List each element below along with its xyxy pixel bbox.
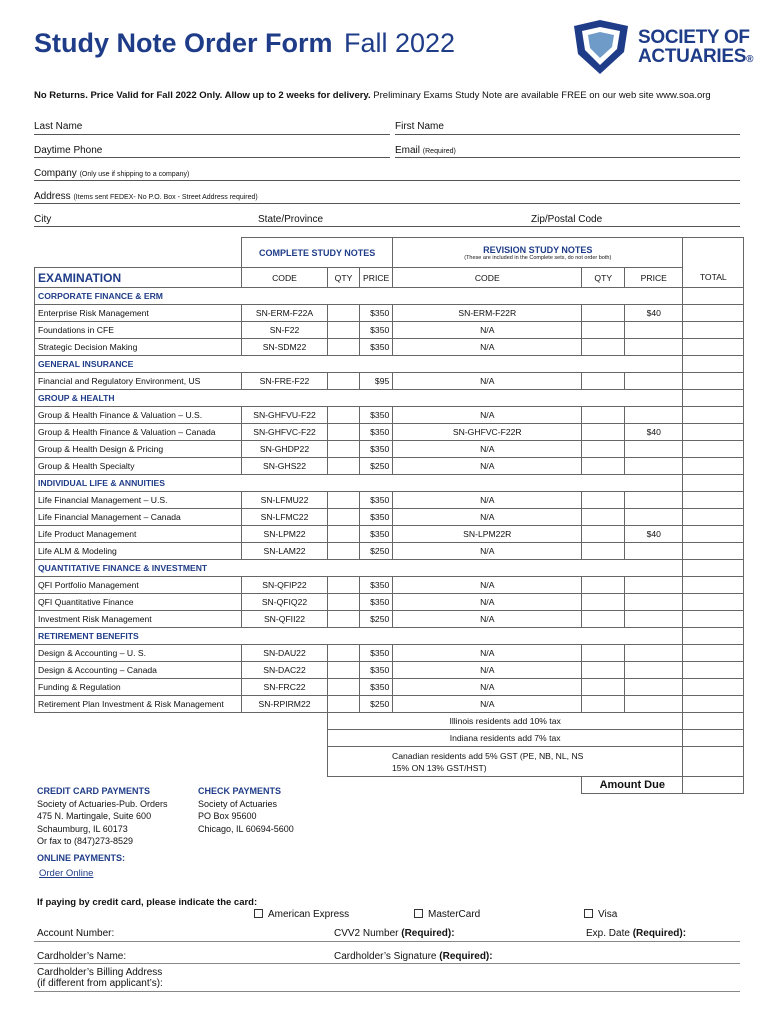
exam-price: $350	[360, 305, 393, 322]
revision-code: N/A	[393, 679, 582, 696]
form-title: Study Note Order Form	[34, 28, 333, 58]
logo-text	[638, 28, 753, 69]
exam-price: $250	[360, 543, 393, 560]
qty-input[interactable]	[328, 407, 360, 424]
amount-due-label: Amount Due	[582, 777, 683, 794]
row-total-input[interactable]	[683, 509, 744, 526]
qty-input[interactable]	[328, 492, 360, 509]
tax-canada	[328, 747, 683, 777]
revision-qty-input[interactable]	[582, 679, 625, 696]
row-total-input[interactable]	[683, 577, 744, 594]
revision-qty-input[interactable]	[582, 407, 625, 424]
revision-code: SN-GHFVC-F22R	[393, 424, 582, 441]
exam-name: Group & Health Finance & Valuation – U.S.	[35, 407, 242, 424]
revision-qty-header: QTY	[582, 268, 625, 288]
revision-qty-input[interactable]	[582, 577, 625, 594]
cardholder-name-label: Cardholder’s Name:	[37, 951, 127, 962]
exam-price: $350	[360, 492, 393, 509]
revision-price: $40	[625, 305, 683, 322]
revision-header-cell	[393, 238, 683, 268]
account-line[interactable]	[34, 941, 740, 942]
section-total-cell	[683, 288, 744, 305]
tax-illinois: Illinois residents add 10% tax	[328, 713, 683, 730]
cvv-label	[334, 928, 455, 939]
email-label	[395, 145, 456, 156]
row-total-input[interactable]	[683, 645, 744, 662]
company-note: (Only use if shipping to a company)	[79, 171, 190, 178]
exp-required: (Required):	[632, 928, 687, 939]
qty-input[interactable]	[328, 339, 360, 356]
form-term: Fall 2022	[344, 28, 456, 58]
tax-illinois-total[interactable]	[683, 713, 744, 730]
last-name-field[interactable]	[34, 134, 390, 135]
revision-qty-input[interactable]	[582, 611, 625, 628]
table-row	[35, 696, 744, 713]
exam-code: SN-F22	[242, 322, 328, 339]
tax-canada-line1: Canadian residents add 5% GST (PE, NB, NL, NS	[392, 750, 584, 761]
exam-price: $350	[360, 526, 393, 543]
exam-price: $250	[360, 696, 393, 713]
first-name-label: First Name	[395, 121, 444, 132]
revision-code: N/A	[393, 662, 582, 679]
revision-qty-input[interactable]	[582, 594, 625, 611]
exam-code: SN-LAM22	[242, 543, 328, 560]
exam-price: $350	[360, 424, 393, 441]
cc-line2: 475 N. Martingale, Suite 600	[37, 811, 152, 821]
section-total-cell	[683, 560, 744, 577]
table-row	[35, 407, 744, 424]
qty-header: QTY	[328, 268, 360, 288]
table-row	[35, 662, 744, 679]
table-row	[35, 543, 744, 560]
row-total-input[interactable]	[683, 322, 744, 339]
exam-price: $350	[360, 679, 393, 696]
revision-qty-input[interactable]	[582, 526, 625, 543]
exam-name: Enterprise Risk Management	[35, 305, 242, 322]
signature-label-text: Cardholder’s Signature	[334, 951, 437, 962]
table-row	[35, 441, 744, 458]
revision-qty-input[interactable]	[582, 339, 625, 356]
exp-label-text: Exp. Date	[586, 928, 630, 939]
exam-name: Group & Health Specialty	[35, 458, 242, 475]
table-row	[35, 373, 744, 390]
table-row	[35, 679, 744, 696]
qty-input[interactable]	[328, 424, 360, 441]
revision-price	[625, 611, 683, 628]
qty-input[interactable]	[328, 679, 360, 696]
table-row	[35, 611, 744, 628]
row-total-input[interactable]	[683, 696, 744, 713]
revision-price	[625, 645, 683, 662]
revision-price	[625, 662, 683, 679]
revision-code: N/A	[393, 577, 582, 594]
revision-price-header: PRICE	[625, 268, 683, 288]
exam-price: $95	[360, 373, 393, 390]
row-total-input[interactable]	[683, 611, 744, 628]
exam-name: Funding & Regulation	[35, 679, 242, 696]
check-payments	[198, 785, 294, 835]
billing-address-label	[37, 967, 163, 989]
visa-label: Visa	[598, 909, 618, 920]
exp-date-label	[586, 928, 686, 939]
address-field[interactable]	[34, 203, 740, 204]
table-row	[35, 424, 744, 441]
visa-checkbox[interactable]	[584, 909, 593, 918]
exam-name: Group & Health Design & Pricing	[35, 441, 242, 458]
cc-line4: Or fax to (847)273-8529	[37, 836, 134, 846]
revision-code: N/A	[393, 543, 582, 560]
revision-price	[625, 696, 683, 713]
section-row	[35, 560, 744, 577]
exam-price: $350	[360, 509, 393, 526]
table-row	[35, 322, 744, 339]
check-header: CHECK PAYMENTS	[198, 786, 282, 796]
qty-input[interactable]	[328, 645, 360, 662]
row-total-input[interactable]	[683, 441, 744, 458]
card-prompt: If paying by credit card, please indicate the card:	[37, 897, 258, 908]
section-total-cell	[683, 628, 744, 645]
qty-input[interactable]	[328, 577, 360, 594]
price-header: PRICE	[360, 268, 393, 288]
soa-logo	[570, 18, 760, 78]
section-title: QUANTITATIVE FINANCE & INVESTMENT	[35, 560, 683, 577]
phone-field[interactable]	[34, 157, 390, 158]
revision-code: N/A	[393, 645, 582, 662]
revision-price	[625, 322, 683, 339]
row-total-input[interactable]	[683, 679, 744, 696]
revision-price	[625, 458, 683, 475]
row-total-input[interactable]	[683, 424, 744, 441]
revision-qty-input[interactable]	[582, 322, 625, 339]
revision-code: N/A	[393, 594, 582, 611]
qty-input[interactable]	[328, 373, 360, 390]
exam-price: $350	[360, 441, 393, 458]
amex-option[interactable]	[254, 909, 349, 920]
revision-qty-input[interactable]	[582, 305, 625, 322]
email-field[interactable]	[395, 157, 740, 158]
check-line1: Society of Actuaries	[198, 798, 278, 809]
revision-code: N/A	[393, 407, 582, 424]
exam-price: $350	[360, 594, 393, 611]
section-title: GROUP & HEALTH	[35, 390, 683, 407]
row-total-input[interactable]	[683, 458, 744, 475]
visa-option[interactable]	[584, 909, 617, 920]
exam-code: SN-DAC22	[242, 662, 328, 679]
billing-line[interactable]	[34, 991, 740, 992]
qty-input[interactable]	[328, 441, 360, 458]
logo-line2: ACTUARIES	[638, 46, 747, 67]
cardholder-line[interactable]	[34, 963, 740, 964]
exam-price: $350	[360, 339, 393, 356]
exam-code: SN-RPIRM22	[242, 696, 328, 713]
exam-code: SN-FRC22	[242, 679, 328, 696]
exam-name: Foundations in CFE	[35, 322, 242, 339]
cc-line3: Schaumburg, IL 60173	[37, 823, 128, 834]
revision-qty-input[interactable]	[582, 373, 625, 390]
section-row	[35, 628, 744, 645]
total-header: TOTAL	[683, 268, 744, 288]
revision-code: N/A	[393, 509, 582, 526]
table-row	[35, 458, 744, 475]
revision-code-header: CODE	[393, 268, 582, 288]
exam-code: SN-GHS22	[242, 458, 328, 475]
exam-name: QFI Portfolio Management	[35, 577, 242, 594]
complete-study-notes-header: COMPLETE STUDY NOTES	[242, 238, 393, 268]
qty-input[interactable]	[328, 322, 360, 339]
exam-name: Investment Risk Management	[35, 611, 242, 628]
cvv-required: (Required):	[401, 928, 455, 939]
revision-qty-input[interactable]	[582, 696, 625, 713]
zip-label: Zip/Postal Code	[531, 214, 603, 225]
exam-code: SN-GHFVC-F22	[242, 424, 328, 441]
city-state-zip-field[interactable]	[34, 226, 740, 227]
revision-code: N/A	[393, 696, 582, 713]
last-name-label: Last Name	[34, 121, 83, 132]
signature-required: (Required):	[439, 951, 493, 962]
exam-code: SN-GHDP22	[242, 441, 328, 458]
revision-code: SN-LPM22R	[393, 526, 582, 543]
billing-line1: Cardholder’s Billing Address	[37, 967, 163, 978]
phone-label: Daytime Phone	[34, 145, 103, 156]
revision-price	[625, 407, 683, 424]
table-row	[35, 492, 744, 509]
company-label	[34, 168, 189, 179]
mastercard-option[interactable]	[414, 909, 480, 920]
row-total-input[interactable]	[683, 373, 744, 390]
qty-input[interactable]	[328, 594, 360, 611]
exam-price: $250	[360, 458, 393, 475]
tax-indiana: Indiana residents add 7% tax	[328, 730, 683, 747]
exam-code: SN-QFIQ22	[242, 594, 328, 611]
revision-code: N/A	[393, 458, 582, 475]
revision-code: N/A	[393, 492, 582, 509]
revision-code: SN-ERM-F22R	[393, 305, 582, 322]
exam-name: Design & Accounting – U. S.	[35, 645, 242, 662]
tax-canada-line2: 15% ON 13% GST/HST)	[392, 762, 487, 773]
exam-price: $350	[360, 645, 393, 662]
email-required-note: (Required)	[422, 148, 456, 155]
table-row	[35, 509, 744, 526]
exam-name: Life Financial Management – U.S.	[35, 492, 242, 509]
exam-price: $350	[360, 407, 393, 424]
company-label-text: Company	[34, 168, 77, 179]
qty-input[interactable]	[328, 305, 360, 322]
check-line3: Chicago, IL 60694-5600	[198, 823, 294, 834]
exam-code: SN-QFIP22	[242, 577, 328, 594]
revision-qty-input[interactable]	[582, 645, 625, 662]
exam-code: SN-LFMC22	[242, 509, 328, 526]
section-row	[35, 390, 744, 407]
code-header: CODE	[242, 268, 328, 288]
revision-qty-input[interactable]	[582, 441, 625, 458]
qty-input[interactable]	[328, 509, 360, 526]
order-table	[34, 237, 744, 794]
exam-name: Strategic Decision Making	[35, 339, 242, 356]
revision-price	[625, 577, 683, 594]
notice	[34, 90, 711, 101]
table-row	[35, 339, 744, 356]
email-label-text: Email	[395, 145, 421, 156]
notice-bold: No Returns. Price Valid for Fall 2022 Only. Allow up to 2 weeks for delivery.	[34, 90, 371, 101]
exam-price: $250	[360, 611, 393, 628]
credit-card-payments	[37, 785, 168, 848]
table-row	[35, 526, 744, 543]
row-total-input[interactable]	[683, 526, 744, 543]
table-row	[35, 577, 744, 594]
qty-input[interactable]	[328, 543, 360, 560]
section-row	[35, 288, 744, 305]
section-row	[35, 356, 744, 373]
exam-name: Financial and Regulatory Environment, US	[35, 373, 242, 390]
order-online-link[interactable]: Order Online	[39, 868, 94, 879]
section-title: CORPORATE FINANCE & ERM	[35, 288, 683, 305]
revision-price	[625, 441, 683, 458]
revision-qty-input[interactable]	[582, 424, 625, 441]
mastercard-label: MasterCard	[428, 909, 481, 920]
company-field[interactable]	[34, 180, 740, 181]
signature-label	[334, 951, 493, 962]
exam-name: Life ALM & Modeling	[35, 543, 242, 560]
section-row	[35, 475, 744, 492]
revision-qty-input[interactable]	[582, 543, 625, 560]
examination-header: EXAMINATION	[35, 268, 242, 288]
address-label	[34, 191, 258, 202]
revision-price: $40	[625, 424, 683, 441]
exam-price: $350	[360, 577, 393, 594]
revision-study-notes-header: REVISION STUDY NOTES	[483, 244, 593, 255]
revision-price	[625, 492, 683, 509]
revision-price	[625, 339, 683, 356]
tax-indiana-total[interactable]	[683, 730, 744, 747]
section-total-cell	[683, 475, 744, 492]
qty-input[interactable]	[328, 458, 360, 475]
table-row	[35, 594, 744, 611]
section-title: GENERAL INSURANCE	[35, 356, 683, 373]
address-label-text: Address	[34, 191, 71, 202]
cc-line1: Society of Actuaries-Pub. Orders	[37, 798, 168, 809]
qty-input[interactable]	[328, 526, 360, 543]
row-total-input[interactable]	[683, 662, 744, 679]
exam-name: Life Product Management	[35, 526, 242, 543]
address-note: (Items sent FEDEX- No P.O. Box - Street Address required)	[73, 194, 258, 201]
revision-price: $40	[625, 526, 683, 543]
exam-price: $350	[360, 322, 393, 339]
revision-note: (These are included in the Complete sets, do not order both)	[464, 254, 612, 261]
exam-code: SN-GHFVU-F22	[242, 407, 328, 424]
section-title: INDIVIDUAL LIFE & ANNUITIES	[35, 475, 683, 492]
check-line2: PO Box 95600	[198, 811, 257, 821]
amount-due-total[interactable]	[683, 777, 744, 794]
order-body	[35, 288, 744, 713]
row-total-input[interactable]	[683, 305, 744, 322]
row-total-input[interactable]	[683, 339, 744, 356]
exam-code: SN-DAU22	[242, 645, 328, 662]
cvv-label-text: CVV2 Number	[334, 928, 399, 939]
revision-code: N/A	[393, 373, 582, 390]
row-total-input[interactable]	[683, 543, 744, 560]
section-title: RETIREMENT BENEFITS	[35, 628, 683, 645]
exam-code: SN-SDM22	[242, 339, 328, 356]
revision-qty-input[interactable]	[582, 492, 625, 509]
exam-name: QFI Quantitative Finance	[35, 594, 242, 611]
revision-code: N/A	[393, 441, 582, 458]
qty-input[interactable]	[328, 611, 360, 628]
cc-header: CREDIT CARD PAYMENTS	[37, 786, 151, 796]
revision-price	[625, 373, 683, 390]
revision-price	[625, 679, 683, 696]
logo-line1: SOCIETY OF	[638, 27, 750, 48]
state-label: State/Province	[258, 214, 324, 225]
shield-logo-icon	[570, 18, 632, 78]
account-number-label: Account Number:	[37, 928, 115, 939]
city-label: City	[34, 214, 52, 225]
row-total-input[interactable]	[683, 492, 744, 509]
exam-code: SN-FRE-F22	[242, 373, 328, 390]
exam-name: Design & Accounting – Canada	[35, 662, 242, 679]
exam-code: SN-ERM-F22A	[242, 305, 328, 322]
online-header-text: ONLINE PAYMENTS:	[37, 853, 126, 863]
billing-line2: (if different from applicant’s):	[37, 978, 163, 989]
table-row	[35, 305, 744, 322]
exam-name: Group & Health Finance & Valuation – Canada	[35, 424, 242, 441]
revision-price	[625, 594, 683, 611]
revision-qty-input[interactable]	[582, 509, 625, 526]
exam-name: Life Financial Management – Canada	[35, 509, 242, 526]
table-row	[35, 645, 744, 662]
tax-canada-total[interactable]	[683, 747, 744, 777]
exam-name: Retirement Plan Investment & Risk Management	[35, 696, 242, 713]
revision-code: N/A	[393, 322, 582, 339]
revision-code: N/A	[393, 611, 582, 628]
revision-price	[625, 543, 683, 560]
exam-code: SN-LFMU22	[242, 492, 328, 509]
notice-normal: Preliminary Exams Study Note are available FREE on our web site www.soa.org	[370, 90, 711, 101]
revision-qty-input[interactable]	[582, 458, 625, 475]
section-total-cell	[683, 356, 744, 373]
revision-qty-input[interactable]	[582, 662, 625, 679]
exam-code: SN-LPM22	[242, 526, 328, 543]
amex-label: American Express	[268, 909, 350, 920]
qty-input[interactable]	[328, 696, 360, 713]
row-total-input[interactable]	[683, 594, 744, 611]
mastercard-checkbox[interactable]	[414, 909, 423, 918]
amex-checkbox[interactable]	[254, 909, 263, 918]
first-name-field[interactable]	[395, 134, 740, 135]
exam-code: SN-QFII22	[242, 611, 328, 628]
section-total-cell	[683, 390, 744, 407]
row-total-input[interactable]	[683, 407, 744, 424]
logo-reg: ®	[746, 54, 754, 65]
revision-code: N/A	[393, 339, 582, 356]
revision-price	[625, 509, 683, 526]
exam-price: $350	[360, 662, 393, 679]
qty-input[interactable]	[328, 662, 360, 679]
online-payments-header	[37, 852, 125, 865]
